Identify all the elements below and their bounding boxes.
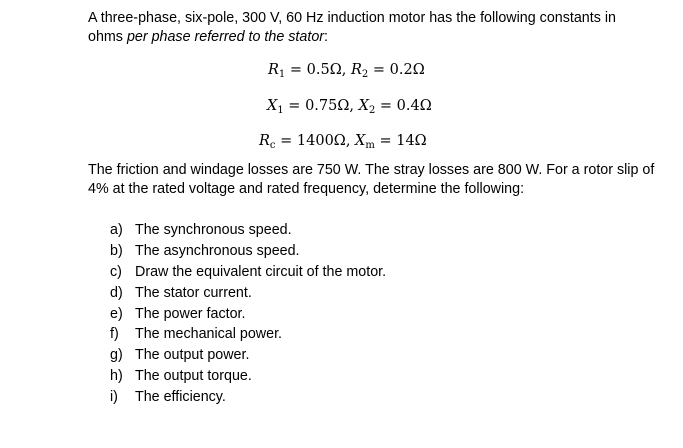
eq-subscript: 2 [368, 105, 376, 116]
list-item [110, 304, 386, 325]
eq-value: = 0.75Ω, [283, 98, 359, 114]
item-label: d) [110, 284, 123, 301]
eq-subscript: 1 [277, 105, 284, 116]
intro-line-2-text: ohms [88, 29, 127, 45]
eq-subscript: c [269, 140, 276, 151]
losses-line-1: The friction and windage losses are 750 W. The stray losses are 800 W. For a rotor slip of [88, 162, 655, 178]
list-item [110, 387, 386, 408]
intro-line-2-colon: : [324, 29, 329, 45]
eq-subscript: m [365, 140, 375, 151]
item-label: b) [110, 242, 123, 259]
list-item [110, 220, 386, 241]
item-label: g) [110, 347, 123, 364]
item-text: The efficiency. [135, 389, 226, 406]
list-item [110, 345, 386, 366]
item-label: e) [110, 305, 123, 322]
intro-line-2 [88, 28, 616, 47]
item-label: f) [110, 326, 119, 343]
eq-value: = 14Ω [374, 133, 427, 149]
list-item [110, 283, 386, 304]
item-text: The asynchronous speed. [135, 242, 300, 259]
eq-symbol: X [267, 98, 278, 114]
eq-value: = 0.2Ω [368, 62, 425, 78]
eq-subscript: 2 [361, 69, 369, 80]
item-text: Draw the equivalent circuit of the motor. [135, 263, 387, 280]
intro-line-1: A three-phase, six-pole, 300 V, 60 Hz induction motor has the following constants in [88, 10, 616, 26]
list-item [110, 366, 386, 387]
eq-symbol: X [355, 133, 366, 149]
item-label: a) [110, 222, 123, 238]
eq-subscript: 1 [278, 69, 286, 80]
eq-value: = 1400Ω, [275, 133, 356, 149]
item-label: h) [110, 368, 123, 385]
eq-value: = 0.5Ω, [285, 62, 351, 78]
item-text: The stator current. [135, 284, 252, 301]
equation-reactances [267, 97, 432, 115]
losses-line-2: 4% at the rated voltage and rated frequency, determine the following: [88, 181, 525, 197]
list-item [110, 262, 386, 283]
eq-value: = 0.4Ω [375, 98, 432, 114]
equation-resistances [268, 61, 425, 79]
list-item [110, 324, 386, 345]
eq-symbol: R [350, 62, 362, 78]
item-text: The mechanical power. [135, 326, 283, 343]
item-label: i) [110, 389, 118, 406]
equation-core-magnetizing [259, 132, 427, 150]
item-text: The power factor. [135, 305, 246, 322]
item-text: The synchronous speed. [135, 222, 292, 238]
list-item [110, 241, 386, 262]
eq-symbol: X [358, 98, 369, 114]
item-text: The output torque. [135, 368, 252, 385]
question-list [110, 220, 386, 408]
eq-symbol: R [259, 133, 270, 149]
eq-symbol: R [268, 62, 279, 78]
intro-paragraph [88, 9, 616, 47]
losses-paragraph [88, 161, 654, 199]
item-text: The output power. [135, 347, 250, 364]
item-label: c) [110, 263, 122, 280]
intro-line-2-italic: per phase referred to the stator [126, 29, 325, 45]
